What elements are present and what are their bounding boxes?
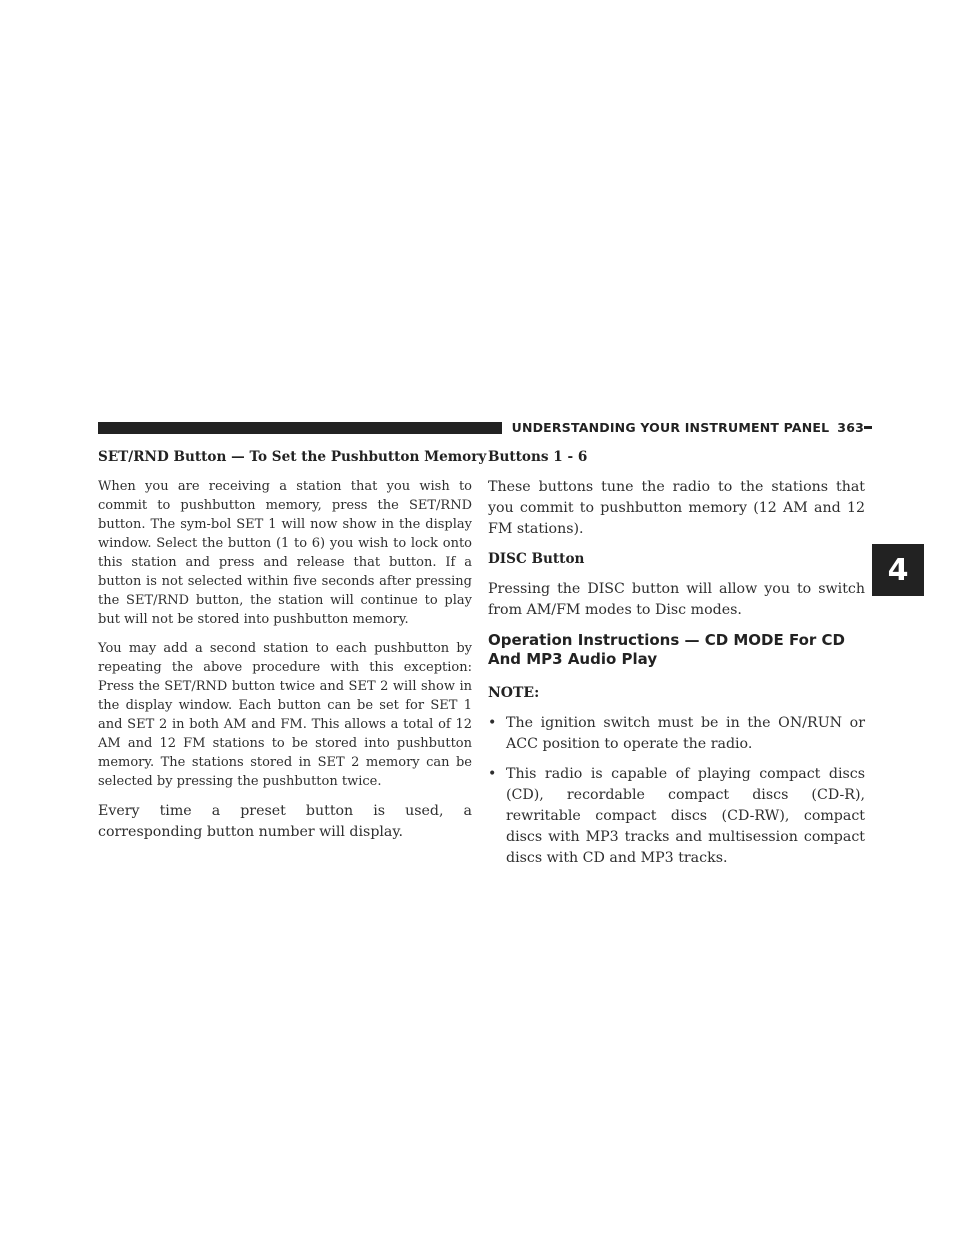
bullet-icon: • <box>488 766 497 782</box>
set-rnd-heading: SET/RND Button — To Set the Pushbutton Memory <box>98 449 487 465</box>
note-label: NOTE: <box>488 685 540 701</box>
disc-paragraph: Pressing the DISC button will allow you to switch from AM/FM modes to Disc modes. <box>488 581 865 618</box>
cd-mode-heading: Operation Instructions — CD MODE For CD And MP3 Audio Play <box>488 631 845 668</box>
section-title: UNDERSTANDING YOUR INSTRUMENT PANEL <box>511 420 830 435</box>
set-rnd-paragraph-3: Every time a preset button is used, a corresponding button number will display. <box>98 803 472 840</box>
note-item <box>488 764 865 869</box>
chapter-tab: 4 <box>872 544 924 596</box>
note-list <box>488 713 865 869</box>
page-number: 363 <box>837 420 864 435</box>
note-text: The ignition switch must be in the ON/RUN or ACC position to operate the radio. <box>506 715 865 752</box>
note-text: This radio is capable of playing compact discs (CD), recordable compact discs (CD-R), rewritable compact discs (CD-RW), compact discs with MP3 tracks and multisession compact discs with CD and MP3 tracks. <box>506 766 865 866</box>
set-rnd-paragraph-1: When you are receiving a station that you wish to commit to pushbutton memory, press the SET/RND button. The sym-bol SET 1 will now show in the display window. Select the button (1 to 6) you wish to lock onto this station and press and release that button. If a button is not selected within five seconds after pressing the SET/RND button, the station will continue to play but will not be stored into pushbutton memory. <box>98 479 472 627</box>
header-bar <box>98 422 530 434</box>
buttons-heading: Buttons 1 - 6 <box>488 449 588 465</box>
right-column <box>488 448 865 878</box>
note-item <box>488 713 865 755</box>
set-rnd-paragraph-2: You may add a second station to each pushbutton by repeating the above procedure with this exception: Press the SET/RND button twice and SET 2 will show in the display window. Each button can be set for SET 1 and SET 2 in both AM and FM. This allows a total of 12 AM and 12 FM stations to be stored into pushbutton memory. The stations stored in SET 2 memory can be selected by pressing the pushbutton twice. <box>98 641 472 789</box>
left-column <box>98 448 487 853</box>
bullet-icon: • <box>488 715 497 731</box>
buttons-paragraph: These buttons tune the radio to the stations that you commit to pushbutton memory (12 AM and 12 FM stations). <box>488 479 865 537</box>
running-header <box>502 419 864 437</box>
disc-heading: DISC Button <box>488 551 585 567</box>
